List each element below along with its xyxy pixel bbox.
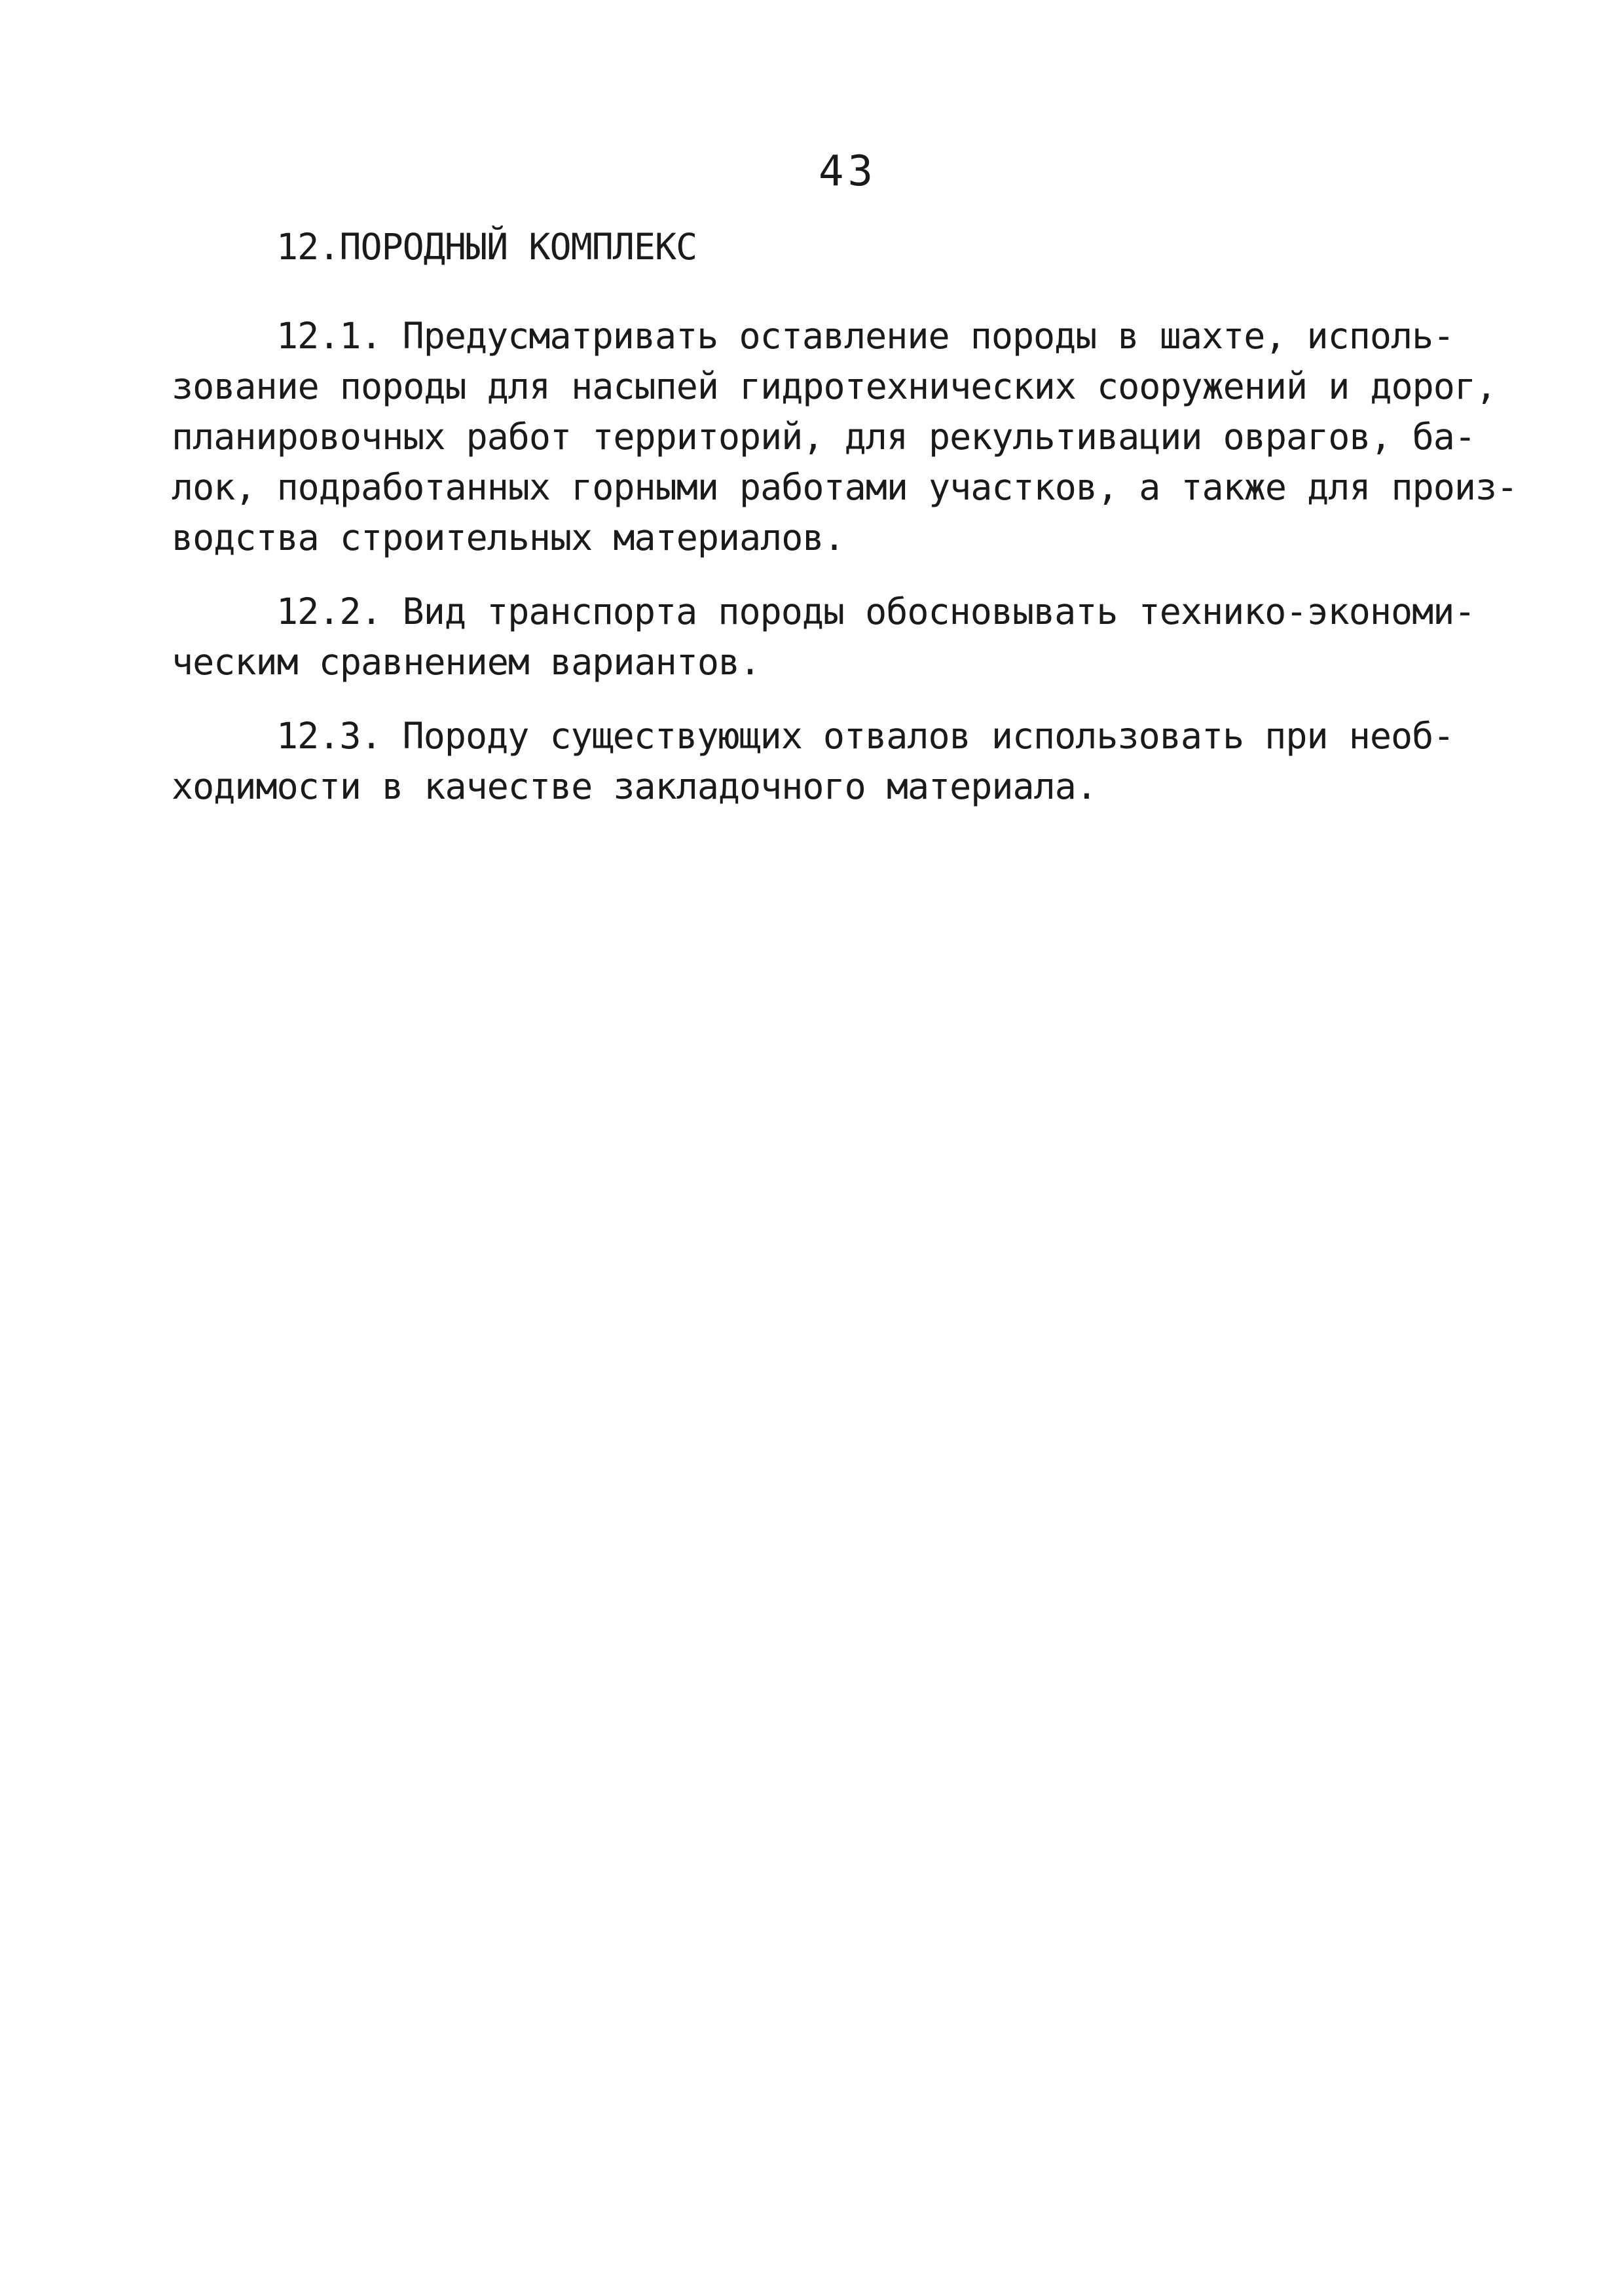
paragraph-12-2 [172,587,1494,687]
page-number: 43 [819,147,877,196]
paragraph-line: ходимости в качестве закладочного материала. [172,765,1097,807]
paragraph-line: 12.2. Вид транспорта породы обосновывать технико-экономи- [276,591,1475,632]
section-title: 12.ПОРОДНЫЙ КОМПЛЕКС [276,226,697,268]
paragraph-line: лок, подработанных горными работами участков, а также для произ- [172,466,1518,508]
paragraph-line: ческим сравнением вариантов. [172,641,761,683]
paragraph-12-1 [172,311,1518,563]
paragraph-line: планировочных работ территорий, для рекультивации оврагов, ба- [172,416,1475,458]
paragraph-line: водства строительных материалов. [172,517,845,558]
paragraph-12-3 [172,711,1494,812]
paragraph-line: 12.3. Породу существующих отвалов использовать при необ- [276,715,1454,757]
paragraph-line: зование породы для насыпей гидротехнических сооружений и дорог, [172,365,1497,407]
paragraph-line: 12.1. Предусматривать оставление породы в шахте, исполь- [276,315,1454,357]
body-text [172,311,1518,812]
